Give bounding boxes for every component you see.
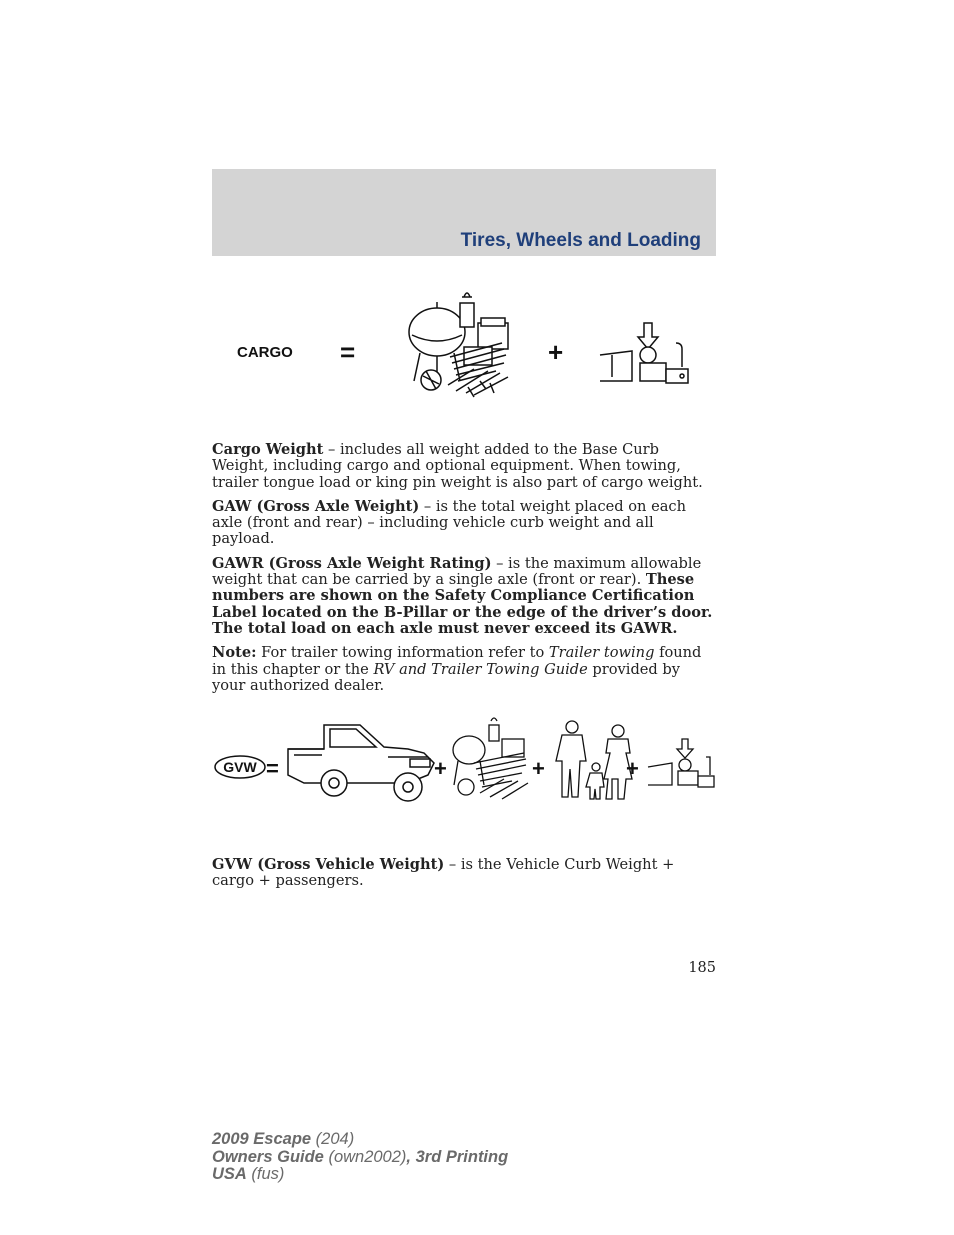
trailer-hitch-icon-small [648, 739, 714, 787]
plus-sign: + [548, 337, 564, 367]
cargo-items-icon [409, 293, 508, 397]
note-paragraph [212, 645, 718, 694]
gaw-paragraph [212, 499, 718, 548]
gvw-plus-sign-1: + [434, 756, 447, 781]
gawr-term: GAWR (Gross Axle Weight Rating) [212, 554, 492, 572]
trailer-towing-reference: Trailer towing [548, 644, 655, 662]
cargo-weight-paragraph [212, 442, 718, 491]
note-text-2: found in this chapter or the [212, 644, 702, 678]
gvw-equals-sign: = [266, 756, 279, 781]
cargo-weight-text: – includes all weight added to the Base Curb Weight, including cargo and optional equipment. When towing, trailer tongue load or king pin weight is also part of cargo weight. [212, 441, 703, 491]
footer-line-3 [212, 1166, 508, 1184]
gvw-term: GVW (Gross Vehicle Weight) [212, 856, 445, 873]
trailer-hitch-icon [600, 323, 688, 383]
note-text-3: provided by your authorized dealer. [212, 660, 680, 694]
gvw-label: GVW [223, 759, 257, 775]
section-header [212, 169, 716, 256]
footer-guide-code: (own2002) [323, 1147, 407, 1166]
section-title: Tires, Wheels and Loading [460, 230, 701, 251]
note-term: Note: [212, 644, 257, 662]
gawr-paragraph [212, 556, 718, 637]
footer-printing: , 3rd Printing [406, 1147, 509, 1166]
gvw-paragraph [212, 857, 718, 890]
gvw-text: – is the Vehicle Curb Weight + cargo + passengers. [212, 856, 675, 890]
passengers-icon [556, 721, 632, 799]
gvw-definition-block [212, 857, 718, 898]
cargo-items-icon-small [453, 718, 528, 799]
gawr-text: – is the maximum allowable weight that can be carried by a single axle (front or rear). [212, 554, 702, 589]
footer-line-2 [212, 1149, 508, 1167]
gaw-term: GAW (Gross Axle Weight) [212, 497, 420, 515]
footer-line-1 [212, 1131, 508, 1149]
footer-model: 2009 Escape [212, 1130, 312, 1148]
cargo-diagram [212, 285, 716, 400]
definitions-block [212, 442, 718, 702]
cargo-label: CARGO [237, 344, 293, 361]
cargo-illustration [212, 285, 716, 400]
gaw-text: – is the total weight placed on each axle (front and rear) – including vehicle curb weight and all payload. [212, 497, 686, 548]
note-text-1: For trailer towing information refer to [256, 644, 549, 662]
document-footer [212, 1131, 508, 1184]
footer-market: USA [212, 1165, 247, 1183]
gvw-plus-sign-2: + [532, 756, 545, 781]
gvw-plus-sign-3: + [626, 756, 639, 781]
rv-guide-reference: RV and Trailer Towing Guide [373, 660, 588, 678]
footer-guide: Owners Guide [212, 1147, 324, 1166]
equals-sign: = [340, 337, 356, 367]
pickup-truck-icon [288, 725, 434, 801]
footer-model-code: (204) [311, 1130, 355, 1148]
footer-market-code: (fus) [246, 1165, 285, 1183]
page-number: 185 [688, 960, 716, 976]
gvw-diagram [212, 713, 716, 803]
cargo-weight-term: Cargo Weight [212, 441, 324, 458]
gvw-illustration [212, 713, 716, 803]
gawr-warning: These numbers are shown on the Safety Compliance Certification Label located on the B-Pillar or the edge of the driver’s door. The total load on each axle must never exceed its GAWR. [212, 571, 713, 637]
